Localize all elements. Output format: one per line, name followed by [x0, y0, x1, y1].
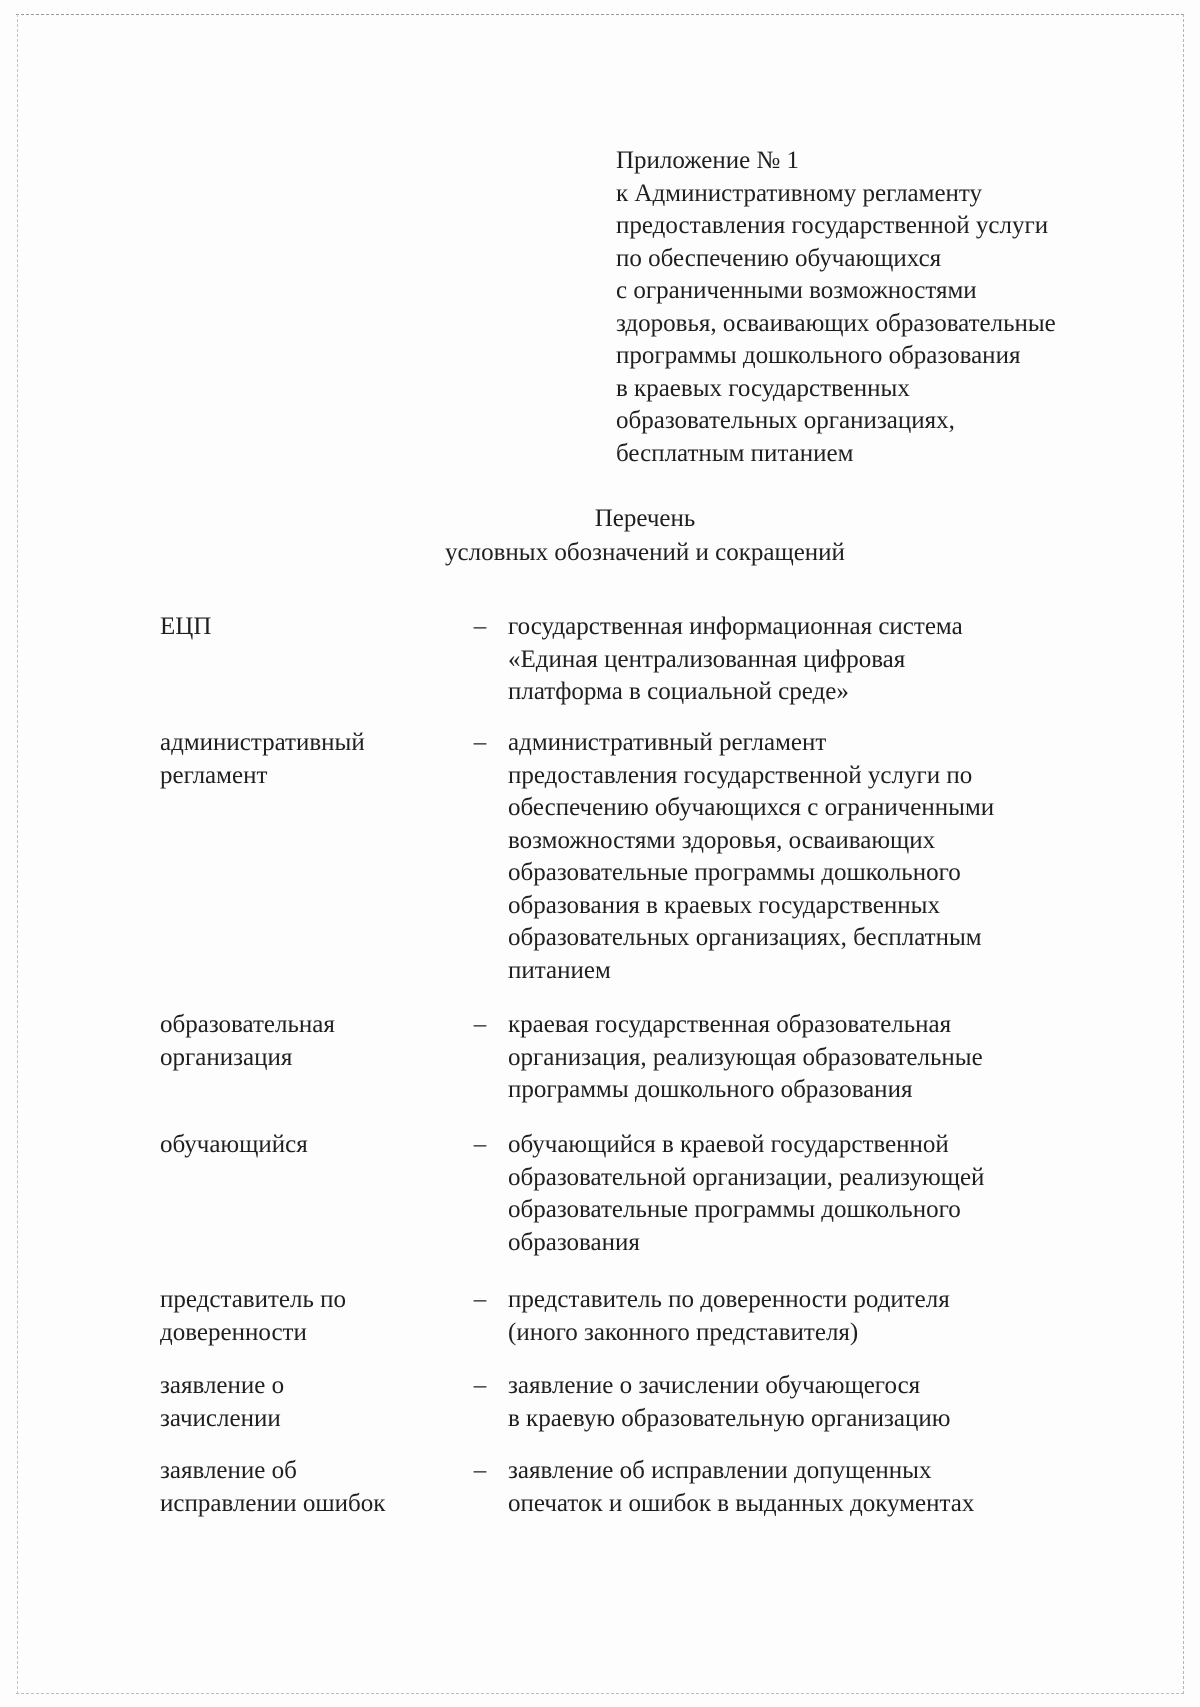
appendix-line: в краевых государственных	[616, 374, 910, 402]
description-line: возможностями здоровья, осваивающих	[508, 826, 936, 854]
description-line: образовательные программы дошкольного	[508, 1196, 961, 1223]
term-line: ЕЦП	[160, 613, 212, 640]
term-line: доверенности	[160, 1318, 307, 1346]
definition-term	[160, 1284, 460, 1349]
term-line: регламент	[160, 761, 268, 789]
definition-dash: –	[473, 729, 487, 756]
term-line: представитель по	[160, 1286, 346, 1313]
appendix-line: образовательных организациях,	[616, 407, 955, 434]
term-line: образовательная	[160, 1011, 335, 1038]
definition-description	[508, 727, 1168, 987]
description-line: образовательной организации, реализующей	[508, 1163, 985, 1191]
scan-edge-left	[17, 14, 18, 1694]
definition-description	[508, 1129, 1168, 1259]
appendix-header	[616, 145, 1176, 470]
term-line: организация	[160, 1043, 293, 1071]
scan-edge-bottom	[16, 1693, 1184, 1694]
appendix-line: здоровья, осваивающих образовательные	[616, 309, 1056, 337]
title-line-2: условных обозначений и сокращений	[445, 539, 845, 566]
description-line: образования	[508, 1228, 640, 1256]
definition-term	[160, 1455, 460, 1520]
definition-term	[160, 1370, 460, 1435]
term-line: заявление о	[160, 1372, 285, 1399]
definition-dash: –	[473, 1131, 487, 1158]
description-line: образования в краевых государственных	[508, 891, 940, 919]
description-line: (иного законного представителя)	[508, 1318, 859, 1346]
term-line: обучающийся	[160, 1131, 308, 1158]
description-line: краевая государственная образовательная	[508, 1011, 952, 1038]
description-line: образовательных организациях, бесплатным	[508, 924, 982, 951]
appendix-line: программы дошкольного образования	[616, 342, 1021, 369]
appendix-line: предоставления государственной услуги	[616, 212, 1049, 239]
definition-term	[160, 611, 460, 644]
term-line: административный	[160, 729, 365, 756]
title-line-1: Перечень	[594, 505, 696, 532]
appendix-line: с ограниченными возможностями	[616, 277, 977, 304]
description-line: заявление о зачислении обучающегося	[508, 1372, 921, 1399]
description-line: представитель по доверенности родителя	[508, 1286, 950, 1313]
term-line: зачислении	[160, 1404, 281, 1432]
description-line: административный регламент	[508, 729, 827, 756]
description-line: предоставления государственной услуги по	[508, 761, 973, 789]
description-line: опечаток и ошибок в выданных документах	[508, 1489, 975, 1517]
definition-description	[508, 1370, 1168, 1435]
scan-edge-top	[16, 14, 1184, 15]
definition-description	[508, 1455, 1168, 1520]
description-line: организация, реализующая образовательные	[508, 1043, 983, 1071]
definition-dash: –	[473, 1286, 487, 1313]
definition-dash: –	[473, 1011, 487, 1038]
description-line: платформа в социальной среде»	[508, 678, 849, 705]
description-line: в краевую образовательную организацию	[508, 1404, 951, 1432]
definition-description	[508, 1284, 1168, 1349]
definition-dash: –	[473, 1372, 487, 1399]
description-line: заявление об исправлении допущенных	[508, 1457, 932, 1484]
definition-dash: –	[473, 613, 487, 640]
description-line: программы дошкольного образования	[508, 1076, 913, 1103]
definition-dash: –	[473, 1457, 487, 1484]
definition-term	[160, 727, 460, 792]
appendix-line: бесплатным питанием	[616, 439, 854, 467]
description-line: государственная информационная система	[508, 613, 963, 640]
description-line: образовательные программы дошкольного	[508, 859, 961, 886]
appendix-line: по обеспечению обучающихся	[616, 244, 942, 272]
appendix-line: к Административному регламенту	[616, 179, 983, 207]
definition-description	[508, 1009, 1168, 1107]
definition-term	[160, 1009, 460, 1074]
document-title	[300, 502, 990, 570]
description-line: обеспечению обучающихся с ограниченными	[508, 794, 995, 821]
term-line: заявление об	[160, 1457, 297, 1484]
appendix-line: Приложение № 1	[616, 147, 800, 174]
scan-edge-right	[1183, 14, 1184, 1694]
description-line: обучающийся в краевой государственной	[508, 1131, 949, 1158]
term-line: исправлении ошибок	[160, 1489, 386, 1517]
definition-description	[508, 611, 1168, 709]
definition-term	[160, 1129, 460, 1162]
description-line: питанием	[508, 956, 611, 984]
description-line: «Единая централизованная цифровая	[508, 645, 906, 673]
